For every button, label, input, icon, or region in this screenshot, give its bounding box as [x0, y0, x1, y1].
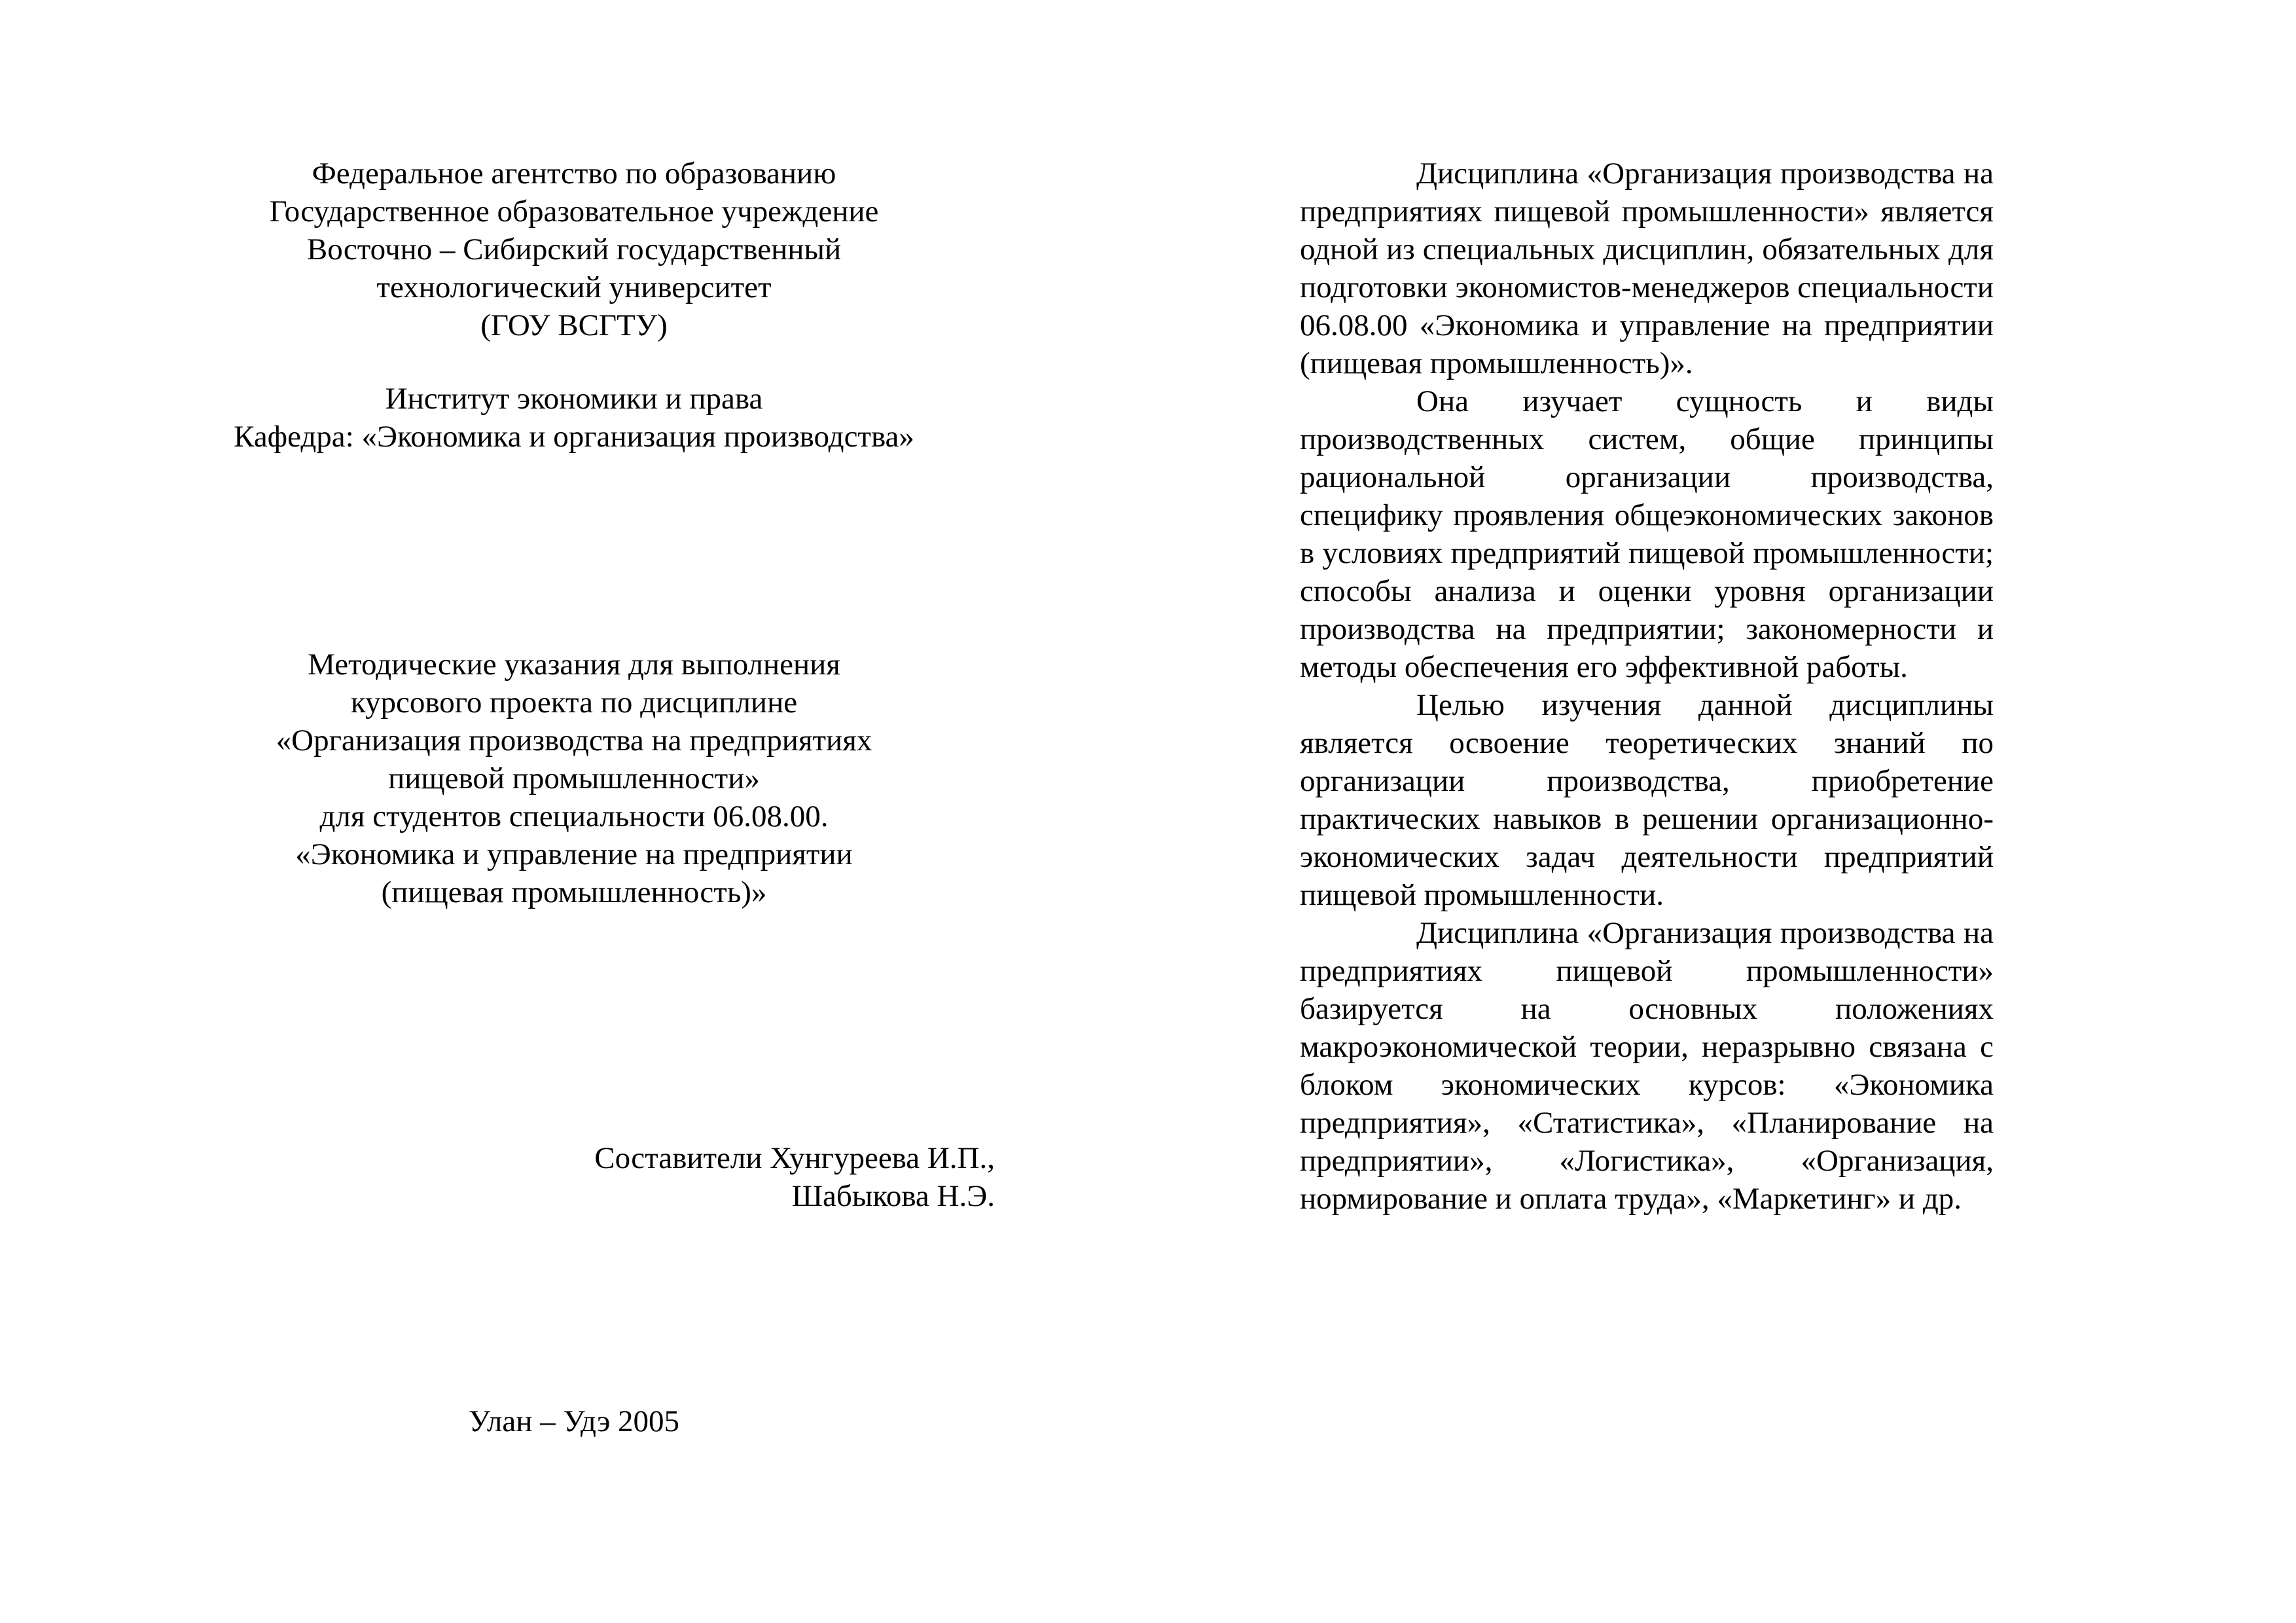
title-line: Методические указания для выполнения: [308, 647, 840, 682]
annotation-page: [1148, 0, 2296, 1623]
paragraph: Дисциплина «Организация производства на предприятиях пищевой промышленности» базируется на основных положениях макроэкономической теории, неразрывно связана с блоком экономических курсов: «Экономика предприятия», «Статистика», «Планирование на предприятии», «Логистика», «Организация, нормирование и оплата труда», «Маркетинг» и др.: [1300, 916, 1994, 1216]
org-line: Федеральное агентство по образованию: [312, 156, 836, 191]
document-title: [0, 646, 1148, 911]
title-line: пищевой промышленности»: [388, 761, 760, 795]
paragraph: Дисциплина «Организация производства на предприятиях пищевой промышленности» является одной из специальных дисциплин, обязательных для подготовки экономистов-менеджеров специальности 06.08.00 «Экономика и управление на предприятии (пищевая промышленность)».: [1300, 156, 1994, 380]
title-line: для студентов специальности 06.08.00.: [319, 799, 829, 833]
org-line: технологический университет: [376, 270, 772, 304]
org-line: Восточно – Сибирский государственный: [306, 232, 842, 266]
institute-name: Институт экономики и права: [385, 382, 763, 416]
authors-line: Составители Хунгуреева И.П.,: [594, 1141, 995, 1175]
title-line: «Организация производства на предприятиях: [276, 723, 872, 757]
org-line: Государственное образовательное учреждение: [269, 194, 879, 228]
title-line: «Экономика и управление на предприятии: [295, 837, 853, 871]
paragraph: Целью изучения данной дисциплины является освоение теоретических знаний по организации производства, приобретение практических навыков в решении организационно-экономических задач деятельности предприятий пищевой промышленности.: [1300, 688, 1994, 912]
title-line: курсового проекта по дисциплине: [350, 685, 798, 720]
annotation-text: [1300, 155, 1994, 1218]
organization-header: [0, 155, 1148, 344]
authors-block: [0, 1139, 995, 1215]
title-line: (пищевая промышленность)»: [381, 875, 767, 909]
institute-header: [0, 380, 1148, 456]
org-line: (ГОУ ВСГТУ): [480, 308, 668, 342]
city-year: Улан – Удэ 2005: [468, 1404, 680, 1438]
department-name: Кафедра: «Экономика и организация производства»: [234, 420, 914, 454]
paragraph: Она изучает сущность и виды производственных систем, общие принципы рациональной организации производства, специфику проявления общеэкономических законов в условиях предприятий пищевой промышленности; способы анализа и оценки уровня организации производства на предприятии; закономерности и методы обеспечения его эффективной работы.: [1300, 384, 1994, 684]
authors-line: Шабыкова Н.Э.: [791, 1179, 995, 1213]
